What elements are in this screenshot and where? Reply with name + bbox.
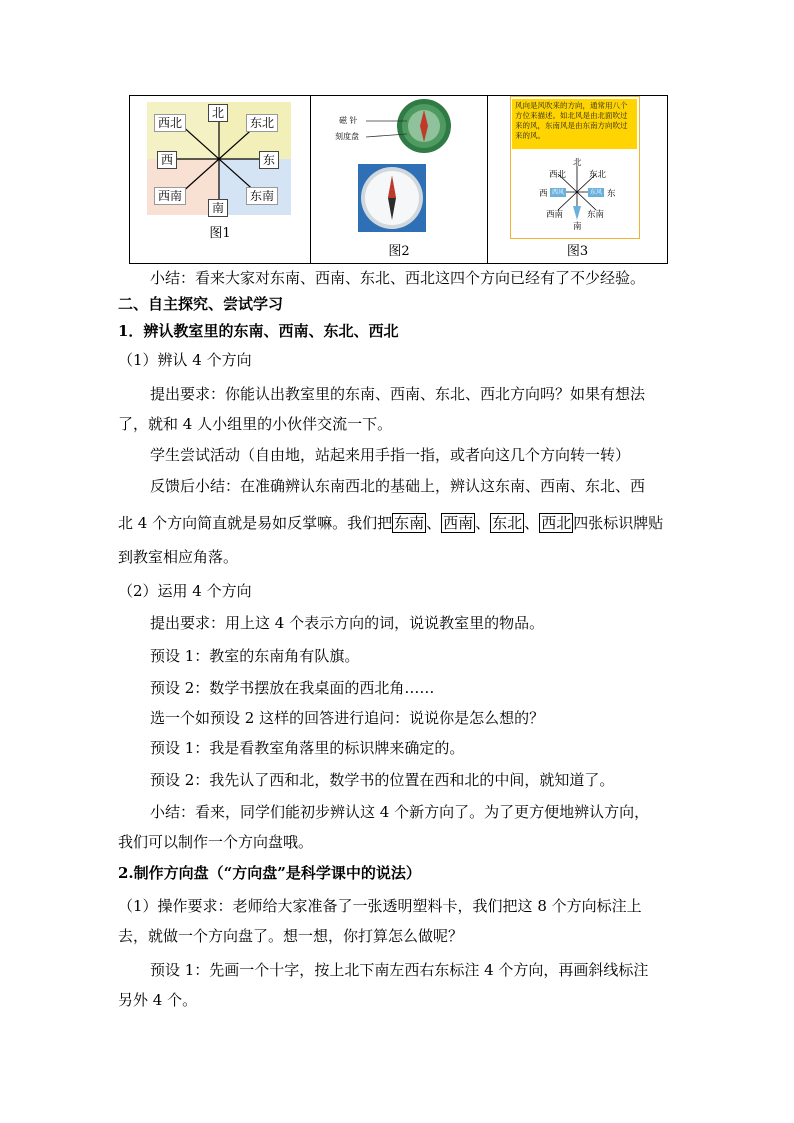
separator: 、 (426, 514, 442, 532)
para-request-3: 提出要求：用上这 4 个表示方向的词，说说教室里的物品。 (150, 614, 545, 632)
item-1-title: （1）辨认 4 个方向 (118, 351, 252, 369)
preset-2: 预设 2：数学书摆放在我桌面的西北角…… (150, 679, 435, 697)
figure-3-caption: 图3 (566, 244, 589, 259)
figure-table (129, 95, 668, 264)
summary-2a: 小结：看来，同学们能初步辨认这 4 个新方向了。为了更方便地辨认方向， (150, 803, 650, 821)
preset-3b: 另外 4 个。 (118, 991, 198, 1009)
figure-2-cell (310, 96, 487, 263)
section-heading-2: 二、自主探究、尝试学习 (118, 295, 284, 313)
label-south: 南 (208, 199, 228, 217)
label-west: 西 (157, 151, 177, 169)
answer-2: 预设 2：我先认了西和北，数学书的位置在西和北的中间，就知道了。 (150, 771, 615, 789)
para-request-1: 提出要求：你能认出教室里的东南、西南、东北、西北方向吗？如果有想法 (150, 385, 646, 403)
figure-3-cell (487, 96, 667, 263)
separator: 、 (524, 514, 540, 532)
figure-2-caption: 图2 (388, 244, 410, 259)
west-wind-arrow: 西风 (552, 189, 565, 196)
operation-2: 去，就做一个方向盘了。想一想，你打算怎么做呢？ (118, 927, 464, 945)
subheading-1: 1．辨认教室里的东南、西南、东北、西北 (118, 322, 399, 340)
figure-1-cell (130, 96, 310, 263)
wind-label-east: 东 (607, 189, 616, 199)
para-feedback-1: 反馈后小结：在准确辨认东南西北的基础上，辨认这东南、西南、东北、西 (150, 477, 646, 495)
item-2-title: （2）运用 4 个方向 (118, 582, 252, 600)
dial-label: 刻度盘 (335, 132, 359, 141)
para-request-2: 了，就和 4 人小组里的小伙伴交流一下。 (118, 415, 393, 433)
needle-label: 磁 针 (339, 116, 358, 125)
subheading-2: 2.制作方向盘（“方向盘”是科学课中的说法） (118, 864, 421, 882)
label-east: 东 (259, 151, 279, 169)
wind-label-northwest: 西北 (549, 170, 567, 180)
label-southwest: 西南 (154, 187, 186, 205)
preset-3a: 预设 1：先画一个十字，按上北下南左西右东标注 4 个方向，再画斜线标注 (150, 961, 649, 979)
wind-label-southeast: 东南 (587, 210, 605, 220)
sign-southeast: 东南 (394, 514, 425, 532)
figure-1-caption: 图1 (209, 226, 231, 241)
preset-1: 预设 1：教室的东南角有队旗。 (150, 647, 360, 665)
label-southeast: 东南 (246, 187, 278, 205)
follow-up: 选一个如预设 2 这样的回答进行追问：说说你是怎么想的？ (150, 709, 545, 727)
para-activity: 学生尝试活动（自由地，站起来用手指一指，或者向这几个方向转一转） (150, 446, 631, 464)
feedback-text-end: 四张标识牌贴 (573, 514, 664, 532)
wind-label-northeast: 东北 (589, 170, 607, 180)
label-northeast: 东北 (246, 114, 278, 132)
label-north: 北 (208, 104, 228, 122)
wind-label-north: 北 (573, 158, 582, 168)
separator: 、 (475, 514, 491, 532)
operation-1: （1）操作要求：老师给大家准备了一张透明塑料卡，我们把这 8 个方向标注上 (118, 897, 642, 915)
sign-northwest: 西北 (541, 514, 572, 532)
answer-1: 预设 1：我是看教室角落里的标识牌来确定的。 (150, 739, 465, 757)
wind-label-south: 南 (573, 222, 582, 232)
summary-2b: 我们可以制作一个方向盘哦。 (118, 833, 314, 851)
label-northwest: 西北 (154, 114, 186, 132)
wind-label-southwest: 西南 (546, 210, 564, 220)
summary-1: 小结：看来大家对东南、西南、东北、西北这四个方向已经有了不少经验。 (150, 269, 646, 287)
para-feedback-3: 到教室相应角落。 (118, 548, 239, 566)
sign-northeast: 东北 (492, 514, 523, 532)
para-feedback-2 (118, 512, 663, 534)
wind-note: 风向是风吹来的方向，通常用八个方位来描述。如北风是由北面吹过来的风，东南风是由东南方向吹过来的风。 (512, 99, 637, 149)
feedback-text: 北 4 个方向简直就是易如反掌嘛。我们把 (118, 514, 393, 532)
sign-southwest: 西南 (443, 514, 474, 532)
wind-label-west: 西 (539, 189, 548, 199)
compass-image (311, 96, 488, 236)
east-wind-arrow: 东风 (590, 189, 603, 196)
